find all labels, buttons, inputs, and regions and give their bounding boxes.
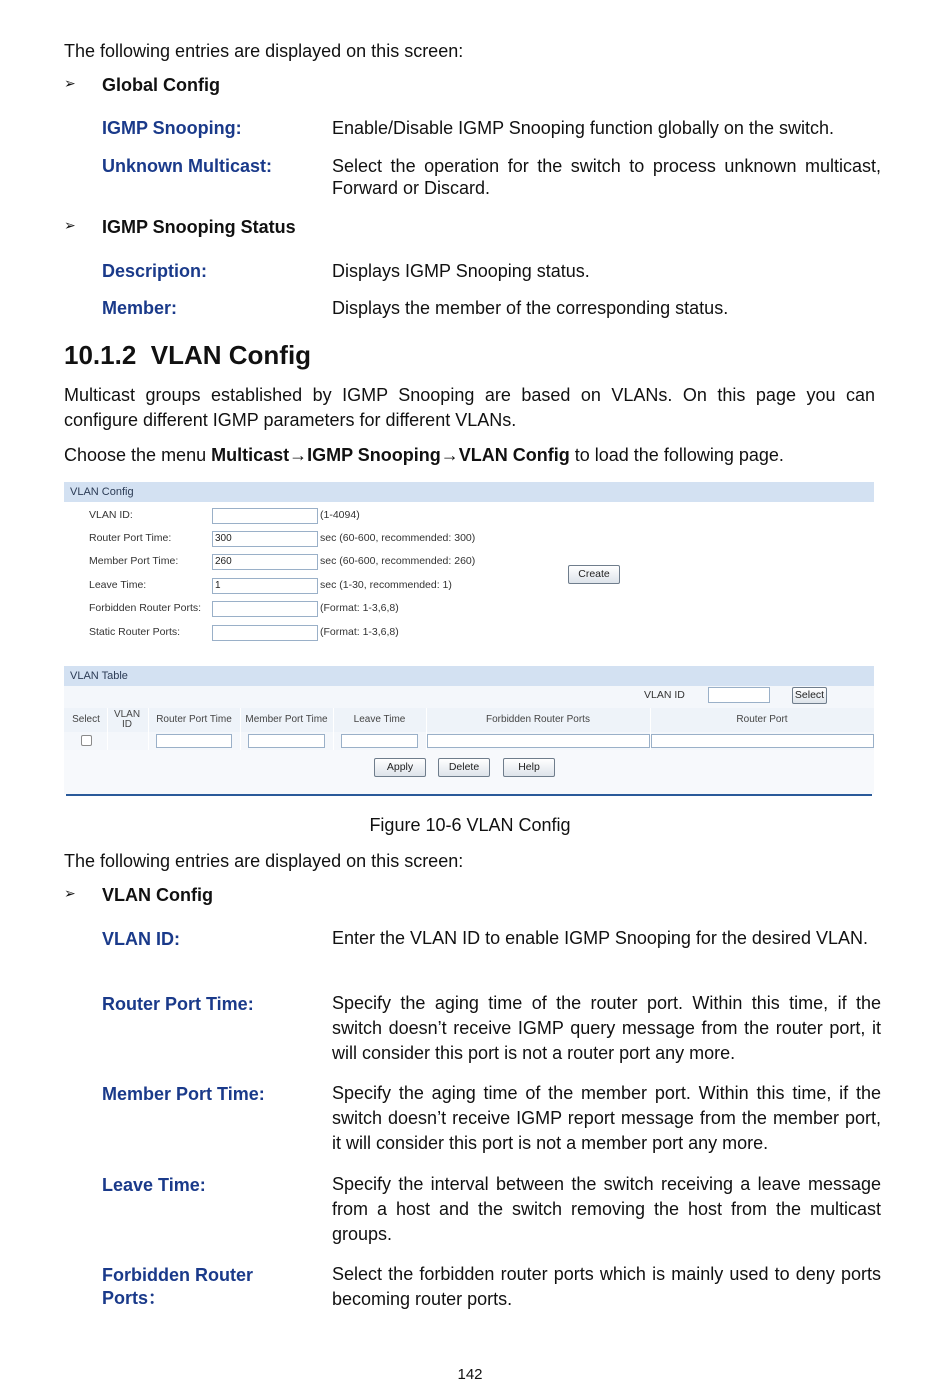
desc-igmp-snooping: Enable/Disable IGMP Snooping function globally on the switch.: [332, 118, 834, 138]
term-vlan-id: VLAN ID:: [102, 929, 180, 949]
hint-forbidden-router-ports: (Format: 1-3,6,8): [320, 602, 399, 614]
status-title: IGMP Snooping Status: [102, 217, 296, 237]
select-all-checkbox[interactable]: [81, 735, 92, 746]
desc-forbidden-router-ports: Select the forbidden router ports which is mainly used to deny ports becoming router ports.: [332, 1264, 881, 1309]
member-port-time-cell-input[interactable]: [248, 734, 325, 748]
forbidden-router-ports-input[interactable]: [212, 601, 318, 617]
term-igmp-snooping: IGMP Snooping:: [102, 118, 242, 138]
term-router-port-time: Router Port Time:: [102, 994, 254, 1014]
field-label-member-port-time: Member Port Time:: [89, 555, 179, 567]
hint-router-port-time: sec (60-600, recommended: 300): [320, 532, 476, 544]
apply-button[interactable]: Apply: [374, 758, 426, 777]
member-port-time-input[interactable]: 260: [212, 554, 318, 570]
section-title: VLAN Config: [150, 340, 312, 370]
field-label-leave-time: Leave Time:: [89, 579, 147, 591]
term-unknown-multicast: Unknown Multicast:: [102, 156, 272, 176]
bullet-arrow-icon: ➢: [64, 217, 76, 233]
desc-vlan-id: Enter the VLAN ID to enable IGMP Snooping for the desired VLAN.: [332, 928, 868, 948]
hint-vlan-id: (1-4094): [320, 509, 360, 521]
vlan-search-input[interactable]: [708, 687, 770, 703]
select-button[interactable]: Select: [792, 687, 827, 704]
field-label-router-port-time: Router Port Time:: [89, 532, 172, 544]
leave-time-input[interactable]: 1: [212, 578, 318, 594]
router-port-cell-input[interactable]: [651, 734, 874, 748]
global-config-title: Global Config: [102, 75, 220, 95]
column-divider: [240, 708, 241, 750]
figure-bottom-rule: [66, 794, 872, 796]
vlan-id-input[interactable]: [212, 508, 318, 524]
leave-time-cell-input[interactable]: [341, 734, 418, 748]
intro-text-2: The following entries are displayed on this screen:: [64, 851, 464, 871]
desc-leave-time: Specify the interval between the switch receiving a leave message from a host and the switch removing the host from the multicast groups.: [332, 1174, 881, 1244]
delete-button[interactable]: Delete: [438, 758, 490, 777]
create-button[interactable]: Create: [568, 565, 620, 584]
vlan-table-title: VLAN Table: [64, 666, 874, 686]
field-label-forbidden-router-ports: Forbidden Router Ports:: [89, 602, 202, 614]
term-description: Description:: [102, 261, 208, 281]
column-header-leave-time: Leave Time: [353, 714, 406, 725]
term-member-port-time: Member Port Time:: [102, 1084, 265, 1104]
term-forbidden-router-ports: Forbidden Router Ports：: [102, 1265, 253, 1308]
menu-path-post: to load the following page.: [569, 445, 784, 465]
vlan-search-label: VLAN ID: [644, 689, 685, 701]
forbidden-router-ports-cell-input[interactable]: [427, 734, 650, 748]
column-header-select: Select: [72, 714, 100, 725]
router-port-time-cell-input[interactable]: [156, 734, 232, 748]
vlan-config-title: VLAN Config: [102, 885, 213, 905]
desc-unknown-multicast: Select the operation for the switch to process unknown multicast, Forward or Discard.: [332, 156, 881, 198]
status-heading: [64, 217, 464, 241]
router-port-time-input[interactable]: 300: [212, 531, 318, 547]
section-heading: [64, 340, 311, 371]
vlan-config-panel-title: VLAN Config: [64, 482, 874, 502]
figure-caption: Figure 10-6 VLAN Config: [369, 815, 571, 835]
vlan-config-heading: [64, 885, 364, 909]
term-leave-time: Leave Time:: [102, 1175, 206, 1195]
page-number: 142: [457, 1366, 483, 1383]
menu-path: Multicast→IGMP Snooping→VLAN Config: [211, 445, 570, 465]
vlan-config-screenshot: [64, 481, 874, 797]
static-router-ports-input[interactable]: [212, 625, 318, 641]
desc-member: Displays the member of the corresponding status.: [332, 298, 729, 318]
intro-text: The following entries are displayed on this screen:: [64, 41, 464, 61]
field-label-vlan-id: VLAN ID:: [89, 509, 133, 521]
column-divider: [148, 708, 149, 750]
desc-router-port-time: Specify the aging time of the router port. Within this time, if the switch doesn’t receive IGMP query message from the router port, it will consider this port is not a router port any more.: [332, 993, 881, 1063]
hint-leave-time: sec (1-30, recommended: 1): [320, 579, 452, 591]
desc-member-port-time: Specify the aging time of the member port. Within this time, if the switch doesn’t receive IGMP report message from the member port, it will consider this port is not a member port any more.: [332, 1083, 881, 1153]
section-number: 10.1.2: [64, 340, 137, 370]
term-member: Member:: [102, 298, 178, 318]
help-button[interactable]: Help: [503, 758, 555, 777]
vlan-table-header: [64, 708, 874, 732]
column-divider: [107, 708, 108, 750]
column-header-router-port: Router Port: [736, 714, 788, 725]
hint-member-port-time: sec (60-600, recommended: 260): [320, 555, 476, 567]
desc-description: Displays IGMP Snooping status.: [332, 261, 590, 281]
section-paragraph: Multicast groups established by IGMP Snooping are based on VLANs. On this page you can configure different IGMP parameters for different VLANs.: [64, 385, 875, 430]
column-header-forbidden-router-ports: Forbidden Router Ports: [486, 714, 590, 725]
global-config-heading: [64, 75, 364, 99]
menu-path-paragraph: [64, 443, 875, 468]
column-header-router-port-time: Router Port Time: [156, 714, 232, 725]
column-header-vlan-id: VLAN ID: [113, 709, 141, 730]
bullet-arrow-icon: ➢: [64, 885, 76, 901]
bullet-arrow-icon: ➢: [64, 75, 76, 91]
menu-path-pre: Choose the menu: [64, 445, 212, 465]
hint-static-router-ports: (Format: 1-3,6,8): [320, 626, 399, 638]
column-header-member-port-time: Member Port Time: [245, 714, 328, 725]
column-divider: [333, 708, 334, 750]
field-label-static-router-ports: Static Router Ports:: [89, 626, 181, 638]
